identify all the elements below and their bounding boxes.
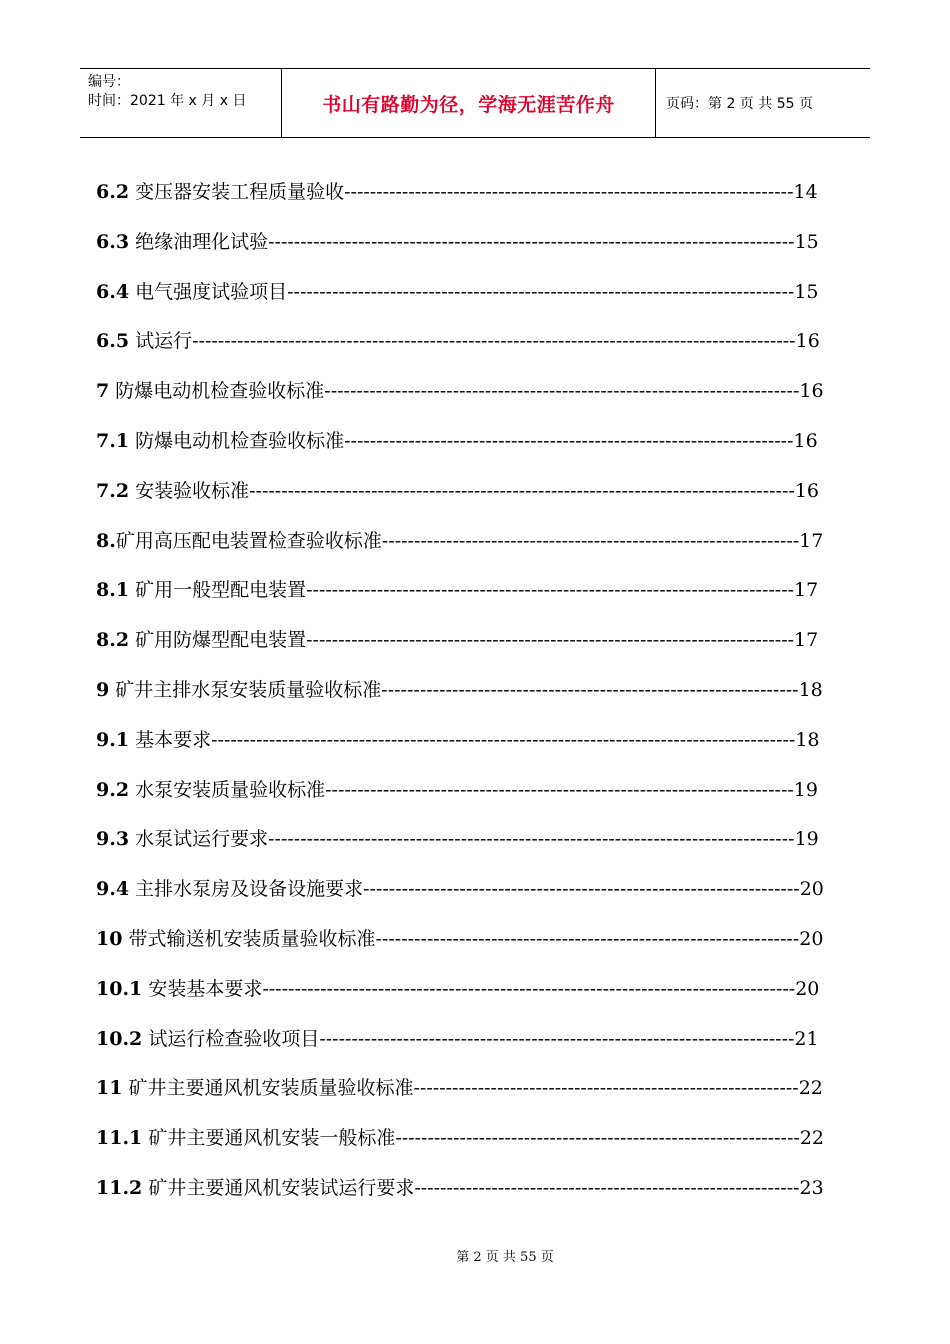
toc-entry-line: [96, 475, 819, 507]
header-motto: 书山有路勤为径，学海无涯苦作舟: [282, 69, 656, 137]
header-page-info: 页码：第 2 页 共 55 页: [666, 96, 813, 112]
toc-entry-title: 试运行: [135, 330, 193, 353]
toc-entry-page: 22: [799, 1127, 824, 1150]
toc-entry-number: 6.5: [96, 330, 130, 353]
toc-entry-page: 19: [794, 828, 819, 851]
toc-entry-title: 变压器安装工程质量验收: [135, 181, 345, 203]
toc-entry[interactable]: [96, 923, 828, 973]
toc-entry-line: [96, 1023, 819, 1055]
toc-entry-line: [96, 425, 818, 457]
toc-entry-title: 安装验收标准: [135, 479, 250, 502]
toc-entry-page: 23: [799, 1176, 824, 1199]
toc-entry-page: 20: [799, 927, 824, 950]
toc-entry-title: 水泵试运行要求: [135, 828, 269, 851]
toc-entry[interactable]: [96, 973, 828, 1023]
toc-entry-page: 21: [794, 1027, 819, 1050]
toc-entry-number: 7: [96, 380, 110, 403]
toc-entry-page: 20: [799, 878, 824, 901]
toc-entry[interactable]: [96, 873, 828, 923]
toc-entry-page: 20: [795, 977, 820, 1000]
toc-entry-line: [96, 774, 818, 806]
toc-entry-leader: ------------------------------------------------------------: [413, 1077, 799, 1100]
toc-entry[interactable]: [96, 823, 828, 873]
toc-entry-title: 矿井主要通风机安装试运行要求: [148, 1176, 415, 1199]
document-number-label: 编号：: [88, 74, 130, 90]
toc-entry-page: 18: [795, 728, 820, 751]
toc-entry-number: 9.4: [96, 878, 130, 901]
toc-entry[interactable]: [96, 475, 828, 525]
toc-entry-page: 17: [794, 629, 819, 652]
toc-entry[interactable]: [96, 1172, 828, 1222]
toc-entry-page: 22: [798, 1077, 823, 1100]
toc-entry-number: 10: [96, 927, 123, 950]
toc-entry[interactable]: [96, 226, 828, 276]
toc-entry-number: 11: [96, 1077, 123, 1100]
toc-entry-leader: ------------------------------------------------------------------: [375, 927, 800, 950]
toc-entry-line: [96, 1122, 824, 1154]
toc-entry-title: 矿用防爆型配电装置: [135, 629, 307, 652]
toc-entry-leader: -------------------------------------------------------------------------------: [287, 280, 795, 303]
toc-entry-title: 矿井主排水泵安装质量验收标准: [115, 678, 382, 701]
toc-entry[interactable]: [96, 624, 828, 674]
toc-entry-number: 9.2: [96, 778, 130, 801]
toc-entry-title: 主排水泵房及设备设施要求: [135, 878, 364, 901]
toc-entry[interactable]: [96, 425, 828, 475]
toc-entry-title: 防爆电动机检查验收标准: [135, 429, 345, 452]
toc-entry-line: [96, 1072, 823, 1104]
toc-entry-line: [96, 276, 819, 308]
toc-entry-page: 17: [799, 529, 824, 552]
toc-entry-leader: ---------------------------------------------------------------: [395, 1127, 800, 1150]
toc-entry-page: 16: [794, 479, 820, 502]
toc-entry-leader: ----------------------------------------------------------------------: [344, 181, 794, 203]
toc-entry-title: 水泵安装质量验收标准: [135, 778, 326, 801]
toc-entry-line: [96, 176, 818, 208]
toc-entry-leader: ----------------------------------------------------------------------------: [306, 579, 795, 602]
toc-entry-title: 矿用一般型配电装置: [135, 579, 307, 602]
toc-entry-line: [96, 873, 824, 905]
toc-entry-line: [96, 823, 819, 855]
toc-entry-leader: ----------------------------------------------------------------------------: [306, 629, 795, 652]
page-footer: 第 2 页 共 55 页: [456, 1250, 554, 1265]
toc-entry-number: 8.2: [96, 629, 130, 652]
toc-entry-page: 19: [793, 778, 818, 801]
toc-entry-number: 11.2: [96, 1176, 143, 1199]
toc-entry-title: 基本要求: [135, 728, 212, 751]
toc-entry-number: 11.1: [96, 1127, 143, 1150]
toc-entry[interactable]: [96, 525, 828, 575]
toc-entry-page: 15: [794, 280, 819, 303]
toc-entry-title: 试运行检查验收项目: [148, 1027, 320, 1050]
toc-entry-number: 6.2: [96, 181, 130, 203]
toc-entry-number: 8.: [96, 529, 116, 552]
toc-entry-number: 6.4: [96, 280, 130, 303]
toc-entry-page: 17: [794, 579, 819, 602]
toc-entry-leader: ----------------------------------------------------------------------------------: [268, 828, 795, 851]
toc-entry-number: 6.3: [96, 230, 130, 253]
toc-entry-leader: ----------------------------------------------------------------------------------: [268, 230, 795, 253]
toc-entry-leader: -------------------------------------------------------------------------: [325, 778, 794, 801]
toc-entry-number: 7.2: [96, 479, 130, 502]
toc-entry-number: 7.1: [96, 429, 130, 452]
toc-entry-number: 10.2: [96, 1027, 143, 1050]
toc-entry[interactable]: [96, 574, 828, 624]
toc-entry[interactable]: [96, 375, 828, 425]
toc-entry-leader: ----------------------------------------------------------------------------------------------: [192, 330, 796, 353]
toc-entry-number: 10.1: [96, 977, 143, 1000]
toc-entry-leader: --------------------------------------------------------------------: [363, 878, 800, 901]
toc-entry-page: 16: [793, 429, 818, 452]
toc-entry-line: [96, 674, 823, 706]
toc-entry-page: 18: [798, 678, 823, 701]
header-meta: [80, 69, 282, 137]
toc-entry-leader: -------------------------------------------------------------------------------------------: [211, 728, 796, 751]
toc-entry-line: [96, 525, 823, 557]
toc-entry-leader: -------------------------------------------------------------------------------------: [249, 479, 795, 502]
toc-entry-line: [96, 973, 819, 1005]
toc-entry-line: [96, 724, 820, 756]
toc-entry-leader: --------------------------------------------------------------------------: [319, 1027, 795, 1050]
toc-entry-line: [96, 923, 823, 955]
toc-entry-title: 矿井主要通风机安装一般标准: [148, 1127, 396, 1150]
toc-entry[interactable]: [96, 1122, 828, 1172]
toc-entry[interactable]: [96, 325, 828, 375]
toc-entry-page: 15: [794, 230, 819, 253]
toc-entry-number: 9.1: [96, 728, 130, 751]
toc-entry-number: 8.1: [96, 579, 130, 602]
toc-entry-line: [96, 624, 818, 656]
toc-entry-line: [96, 1172, 824, 1204]
toc-entry-line: [96, 574, 818, 606]
page-header: [80, 68, 870, 138]
table-of-contents: [96, 176, 828, 1222]
toc-entry-leader: --------------------------------------------------------------------------: [324, 380, 800, 403]
toc-entry[interactable]: [96, 276, 828, 326]
toc-entry-leader: -----------------------------------------------------------------: [381, 529, 800, 552]
toc-entry-title: 绝缘油理化试验: [135, 230, 269, 253]
toc-entry-title: 带式输送机安装质量验收标准: [128, 927, 376, 950]
toc-entry-page: 16: [795, 330, 820, 353]
toc-entry[interactable]: [96, 176, 828, 226]
toc-entry-title: 矿井主要通风机安装质量验收标准: [128, 1077, 414, 1100]
toc-entry[interactable]: [96, 774, 828, 824]
toc-entry-page: 14: [793, 181, 818, 203]
toc-entry[interactable]: [96, 1072, 828, 1122]
toc-entry-number: 9: [96, 678, 110, 701]
toc-entry-leader: ------------------------------------------------------------: [414, 1176, 800, 1199]
toc-entry-title: 安装基本要求: [148, 977, 263, 1000]
toc-entry-title: 矿用高压配电装置检查验收标准: [115, 529, 382, 552]
toc-entry-leader: -----------------------------------------------------------------------------------: [262, 977, 796, 1000]
document-time-label: 时间：2021 年 x 月 x 日: [88, 93, 247, 109]
toc-entry-leader: -----------------------------------------------------------------: [381, 678, 799, 701]
toc-entry-line: [96, 325, 820, 357]
toc-entry-leader: ----------------------------------------------------------------------: [344, 429, 794, 452]
toc-entry-number: 9.3: [96, 828, 130, 851]
toc-entry-line: [96, 226, 819, 258]
toc-entry[interactable]: [96, 724, 828, 774]
toc-entry-title: 电气强度试验项目: [135, 280, 288, 303]
toc-entry-page: 16: [799, 380, 824, 403]
toc-entry[interactable]: [96, 674, 828, 724]
toc-entry-line: [96, 375, 824, 407]
toc-entry-title: 防爆电动机检查验收标准: [115, 380, 325, 403]
toc-entry[interactable]: [96, 1023, 828, 1073]
